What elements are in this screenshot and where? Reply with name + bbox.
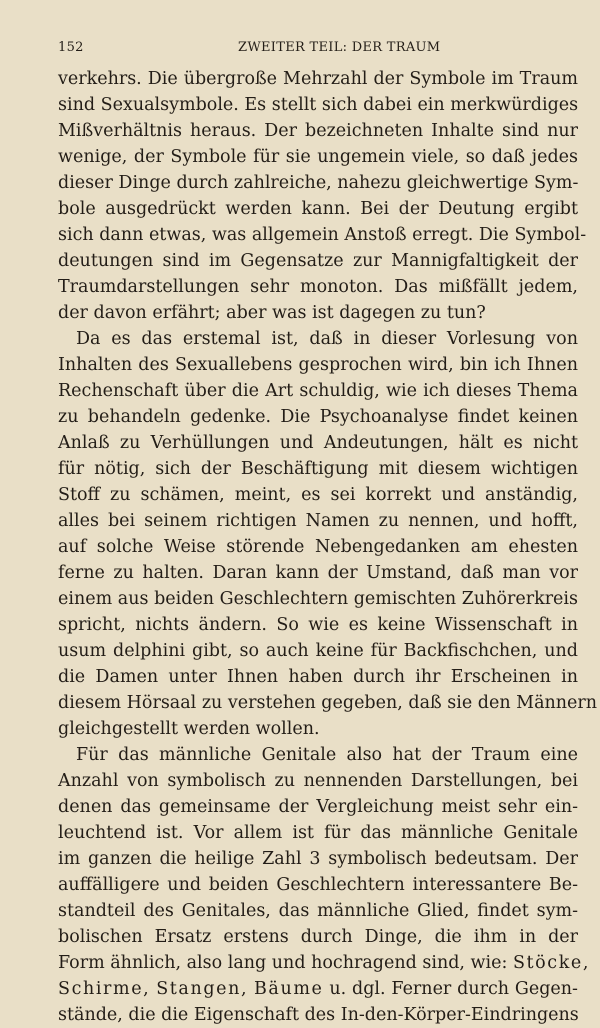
text-line: bolischen Ersatz erstens durch Dinge, die ihm in der (58, 927, 578, 947)
spaced-word: Schirme, (58, 979, 151, 999)
text-line: zu behandeln gedenke. Die Psychoanalyse findet keinen (58, 407, 578, 427)
paragraph (58, 66, 587, 326)
text-line: deutungen sind im Gegensatze zur Mannigfaltigkeit der (58, 251, 578, 271)
text-line: alles bei seinem richtigen Namen zu nennen, und hofft, (58, 511, 578, 531)
text-line: dieser Dinge durch zahlreiche, nahezu gleichwertige Sym- (58, 173, 579, 193)
text-line: verkehrs. Die übergroße Mehrzahl der Symbole im Traum (58, 69, 578, 89)
text-line (58, 950, 591, 976)
text-line: Inhalten des Sexuallebens gesprochen wird, bin ich Ihnen (58, 355, 578, 375)
text-line: Anlaß zu Verhüllungen und Andeutungen, hält es nicht (58, 433, 578, 453)
text-line: bole ausgedrückt werden kann. Bei der Deutung ergibt (58, 199, 578, 219)
text-line: im ganzen die heilige Zahl 3 symbolisch bedeutsam. Der (58, 849, 578, 869)
text-line: Stoff zu schämen, meint, es sei korrekt und anständig, (58, 485, 578, 505)
paragraph (58, 326, 598, 742)
text-line: spricht, nichts ändern. So wie es keine Wissenschaft in (58, 615, 578, 635)
text-line: Mißverhältnis heraus. Der bezeichneten Inhalte sind nur (58, 121, 578, 141)
text-line: wenige, der Symbole für sie ungemein viele, so daß jedes (58, 147, 578, 167)
text-line: einem aus beiden Geschlechtern gemischten Zuhörerkreis (58, 589, 578, 609)
body-text (58, 66, 598, 1028)
text-line: usum delphini gibt, so auch keine für Backfischchen, und (58, 641, 578, 661)
text-line: für nötig, sich der Beschäftigung mit diesem wichtigen (58, 459, 578, 479)
page-number: 152 (58, 40, 84, 55)
text-line: auf solche Weise störende Nebengedanken am ehesten (58, 537, 578, 557)
text-line: stände, die die Eigenschaft des In-den-Körper-Eindringens (58, 1005, 579, 1025)
text-line: Anzahl von symbolisch zu nennenden Darstellungen, bei (58, 771, 578, 791)
text-line: auffälligere und beiden Geschlechtern interessantere Be- (58, 875, 578, 895)
text-fragment: Form ähnlich, also lang und hochragend sind, wie: (58, 953, 508, 973)
spaced-word: Stöcke, (512, 953, 591, 973)
text-line: standteil des Genitales, das männliche Glied, findet sym- (58, 901, 578, 921)
text-line: der davon erfährt; aber was ist dagegen zu tun? (58, 303, 486, 323)
text-line: sich dann etwas, was allgemein Anstoß erregt. Die Symbol- (58, 225, 587, 245)
text-line: Da es das erstemal ist, daß in dieser Vorlesung von (76, 329, 578, 349)
running-head: ZWEITER TEIL: DER TRAUM (238, 40, 441, 55)
paragraph (58, 742, 591, 976)
spaced-word: Bäume (253, 979, 324, 999)
text-fragment: u. dgl. Ferner durch Gegen- (329, 979, 578, 999)
text-line: sind Sexualsymbole. Es stellt sich dabei ein merkwürdiges (58, 95, 579, 115)
text-line: ferne zu halten. Daran kann der Umstand, daß man vor (58, 563, 578, 583)
text-line: Traumdarstellungen sehr monoton. Das mißfällt jedem, (58, 277, 578, 297)
text-line: gleichgestellt werden wollen. (58, 719, 320, 739)
text-line (58, 976, 578, 1002)
text-line: Für das männliche Genitale also hat der Traum eine (76, 745, 578, 765)
text-line: Rechenschaft über die Art schuldig, wie ich dieses Thema (58, 381, 578, 401)
spaced-word: Stangen, (156, 979, 249, 999)
text-line: denen das gemeinsame der Vergleichung meist sehr ein- (58, 797, 578, 817)
text-line: die Damen unter Ihnen haben durch ihr Erscheinen in (58, 667, 578, 687)
text-line: leuchtend ist. Vor allem ist für das männliche Genitale (58, 823, 578, 843)
page-header (58, 40, 578, 62)
text-line: diesem Hörsaal zu verstehen gegeben, daß sie den Männern (58, 693, 598, 713)
